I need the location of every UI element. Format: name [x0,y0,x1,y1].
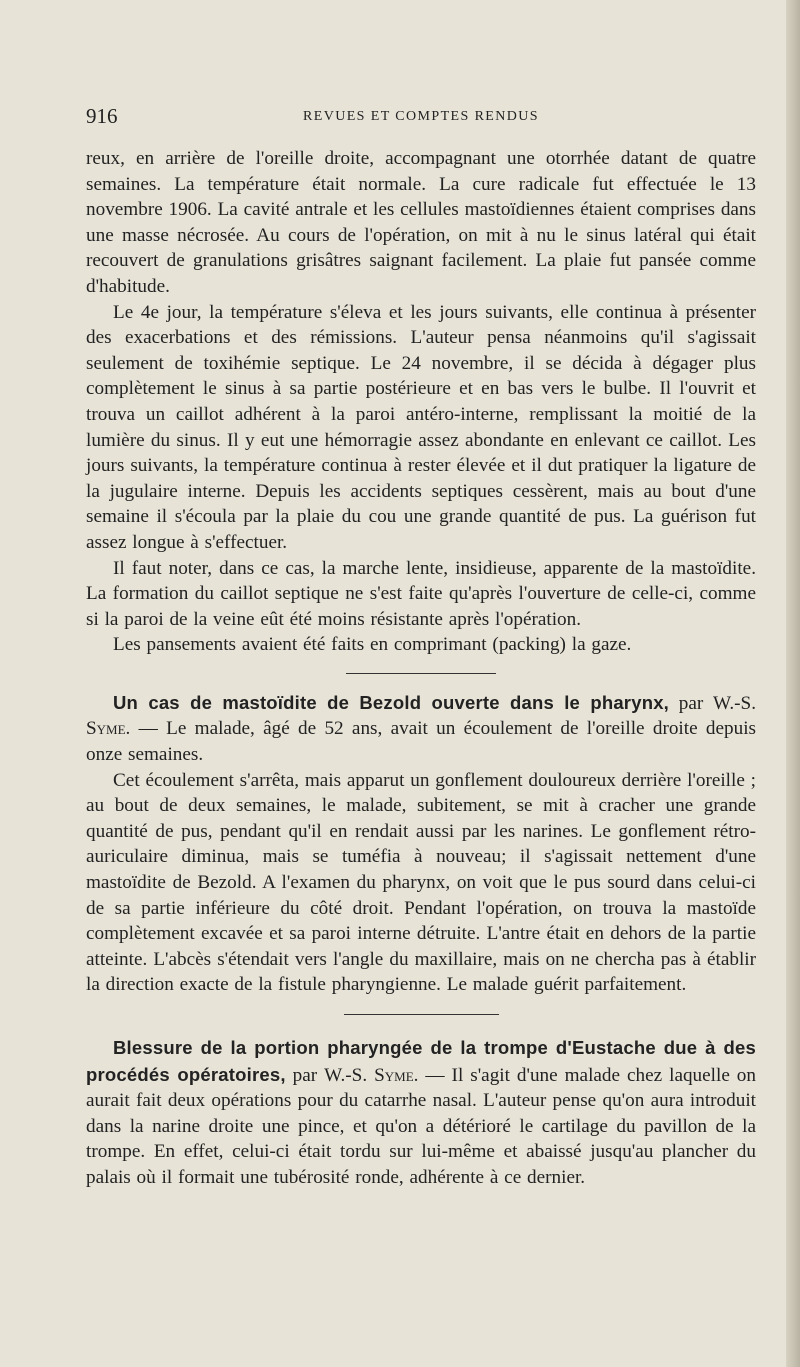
paragraph: Cet écoulement s'arrêta, mais apparut un gonflement douloureux derrière l'oreille ; au bout de deux semaines, le malade, subitement, se mit à cracher une grande quantité de pus, pendant qu'il en rendait aussi par les narines. Le gonflement rétro-auriculaire diminua, mais se tuméfia à nouveau; il s'agissait nettement d'une mastoïdite de Bezold. A l'examen du pharynx, on voit que le pus sourd dans celui-ci de sa partie inférieure du côté droit. Pendant l'opération, on trouva la mastoïde complètement excavée et sa paroi interne détruite. L'antre était en dehors de la partie atteinte. L'abcès s'étendait vers l'angle du maxillaire, mais on ne chercha pas à établir la direction exacte de la fistule pharyngienne. Le malade guérit parfaitement. [86,769,756,996]
paragraph: Il faut noter, dans ce cas, la marche lente, insidieuse, apparente de la mastoïdite. La formation du caillot septique ne s'est faite qu'après l'ouverture de celle-ci, comme si la paroi de la veine eût été moins résistante après l'opération. [86,557,756,630]
article-author: W.-S. Syme. [86,692,757,740]
page-header [86,104,756,132]
paragraph: Le 4e jour, la température s'éleva et les jours suivants, elle continua à présenter des exacerbations et des rémissions. L'auteur pensa néanmoins qu'il s'agissait seulement de toxihémie septique. Le 24 novembre, il se décida à dégager plus complètement le sinus à sa partie postérieure et en bas vers le bulbe. Il l'ouvrit et trouva un caillot adhérent à la paroi antéro-interne, remplissant la moitié de la lumière du sinus. Il y eut une hémorragie assez abondante en enlevant ce caillot. Les jours suivants, la température continua à rester élevée et il dut pratiquer la ligature de la jugulaire interne. Depuis les accidents septiques cessèrent, mais au bout d'une semaine il s'écoula par la plaie du cou une grande quantité de pus. La guérison fut assez longue à s'effectuer. [86,301,756,553]
article-by: par [678,692,704,714]
paragraph: reux, en arrière de l'oreille droite, accompagnant une otorrhée datant de quatre semaines. La température était normale. La cure radicale fut effectuée le 13 novembre 1906. La cavité antrale et les cellules mastoïdiennes étaient comprises dans une masse nécrosée. Au cours de l'opération, on mit à nu le sinus latéral qui était recouvert de granulations grisâtres saignant facilement. La plaie fut pansée comme d'habitude. [86,148,756,297]
article-by: par [292,1064,318,1086]
article-intro [86,1035,756,1191]
section-divider [344,1014,499,1015]
running-title: REVUES ET COMPTES RENDUS [303,109,539,124]
article-lead: — Le malade, âgé de 52 ans, avait un écoulement de l'oreille droite depuis onze semaines. [86,718,756,766]
article-author: W.-S. Syme. [324,1064,419,1086]
paragraph: Les pansements avaient été faits en comprimant (packing) la gaze. [113,634,632,656]
page-body [86,146,756,1191]
article-intro [86,690,756,768]
section-divider [346,673,496,674]
article-title: Un cas de mastoïdite de Bezold ouverte dans le pharynx, [113,691,670,713]
page-edge-shadow [786,0,800,1367]
article-lead: — Il s'agit d'une malade chez laquelle on aurait fait deux opérations pour du catarrhe nasal. L'auteur pense qu'on aura introduit dans la narine droite une pince, et qu'on a détérioré le cartilage du pavillon de la trompe. En effet, celui-ci était tordu sur lui-même et abaissé jusqu'au plancher du palais où il formait une tubérosité ronde, adhérente à ce dernier. [86,1064,756,1188]
article-title: Blessure de la portion pharyngée de la trompe d'Eustache due à des procédés opératoires, [86,1037,756,1085]
document-page [86,104,756,1191]
page-number: 916 [86,104,118,128]
